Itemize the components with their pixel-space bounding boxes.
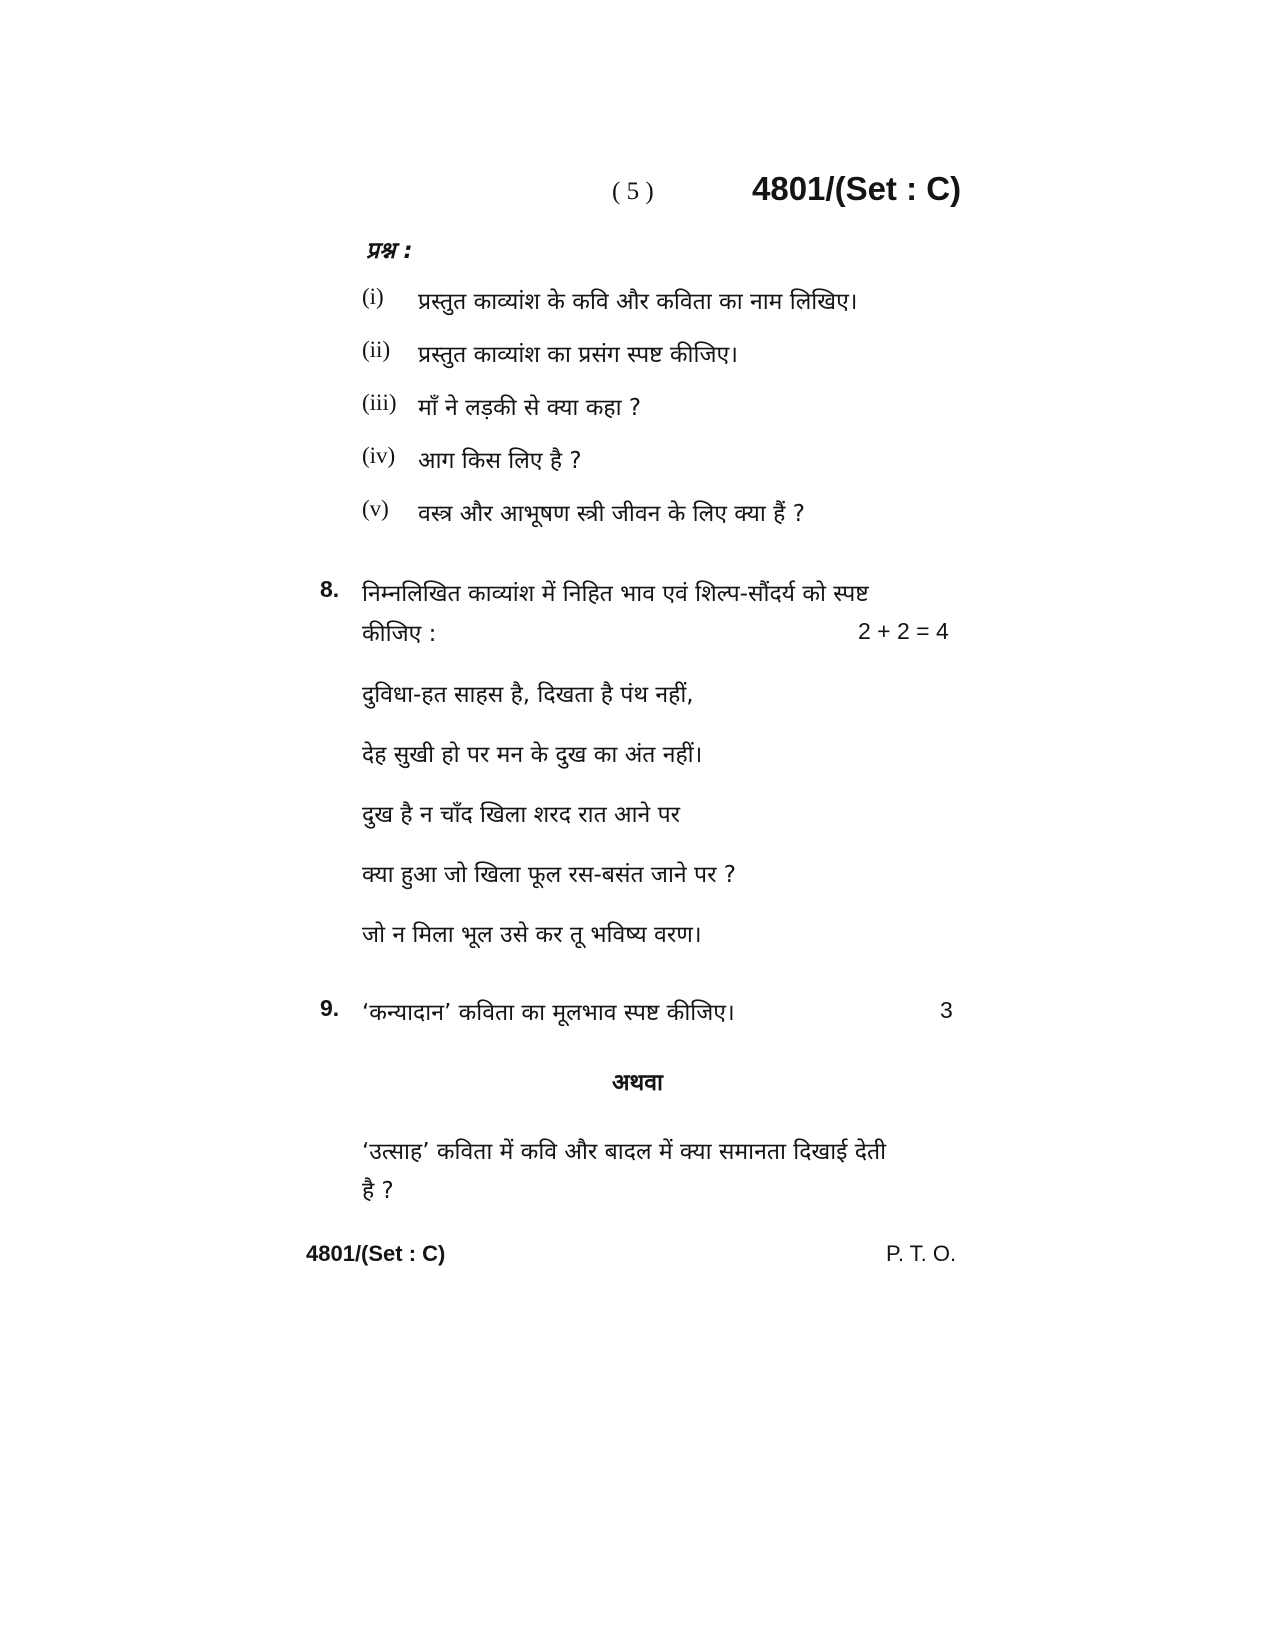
item-number: (i) (362, 284, 384, 309)
item-text: माँ ने लड़की से क्या कहा ? (418, 395, 642, 421)
item-number: (v) (362, 496, 389, 521)
questions-heading: प्रश्न : (366, 238, 413, 264)
question-number-8: 8. (320, 576, 340, 602)
alternate-question-line1: ‘उत्साह’ कविता में कवि और बादल में क्या समानता दिखाई देती (362, 1139, 887, 1165)
poem-line: जो न मिला भूल उसे कर तू भविष्य वरण। (362, 922, 702, 948)
item-text: आग किस लिए है ? (418, 448, 582, 474)
question-8-line1: निम्नलिखित काव्यांश में निहित भाव एवं शिल्प-सौंदर्य को स्पष्ट (362, 581, 869, 607)
question-number-9: 9. (320, 995, 340, 1021)
question-9-marks: 3 (940, 997, 953, 1023)
item-text: वस्त्र और आभूषण स्त्री जीवन के लिए क्या हैं ? (418, 501, 805, 527)
item-number: (ii) (362, 337, 391, 362)
poem-line: दुविधा-हत साहस है, दिखता है पंथ नहीं, (362, 682, 694, 708)
question-9-text: ‘कन्यादान’ कविता का मूलभाव स्पष्ट कीजिए। (362, 1000, 735, 1026)
poem-line: क्या हुआ जो खिला फूल रस-बसंत जाने पर ? (362, 862, 736, 888)
item-text: प्रस्तुत काव्यांश के कवि और कविता का नाम लिखिए। (418, 289, 858, 315)
or-label: अथवा (611, 1070, 663, 1096)
poem-line: देह सुखी हो पर मन के दुख का अंत नहीं। (362, 742, 703, 768)
item-text: प्रस्तुत काव्यांश का प्रसंग स्पष्ट कीजिए। (418, 342, 738, 368)
item-number: (iii) (362, 390, 397, 415)
question-8-line2: कीजिए : (362, 621, 437, 647)
alternate-question-line2: है ? (362, 1178, 394, 1204)
poem-line: दुख है न चाँद खिला शरद रात आने पर (362, 802, 681, 828)
item-number: (iv) (362, 443, 396, 468)
page-number: ( 5 ) (612, 178, 654, 205)
pto-label: P. T. O. (886, 1241, 957, 1266)
paper-code-header: 4801/(Set : C) (752, 170, 962, 207)
question-8-marks: 2 + 2 = 4 (858, 618, 949, 644)
paper-code-footer: 4801/(Set : C) (306, 1241, 446, 1266)
